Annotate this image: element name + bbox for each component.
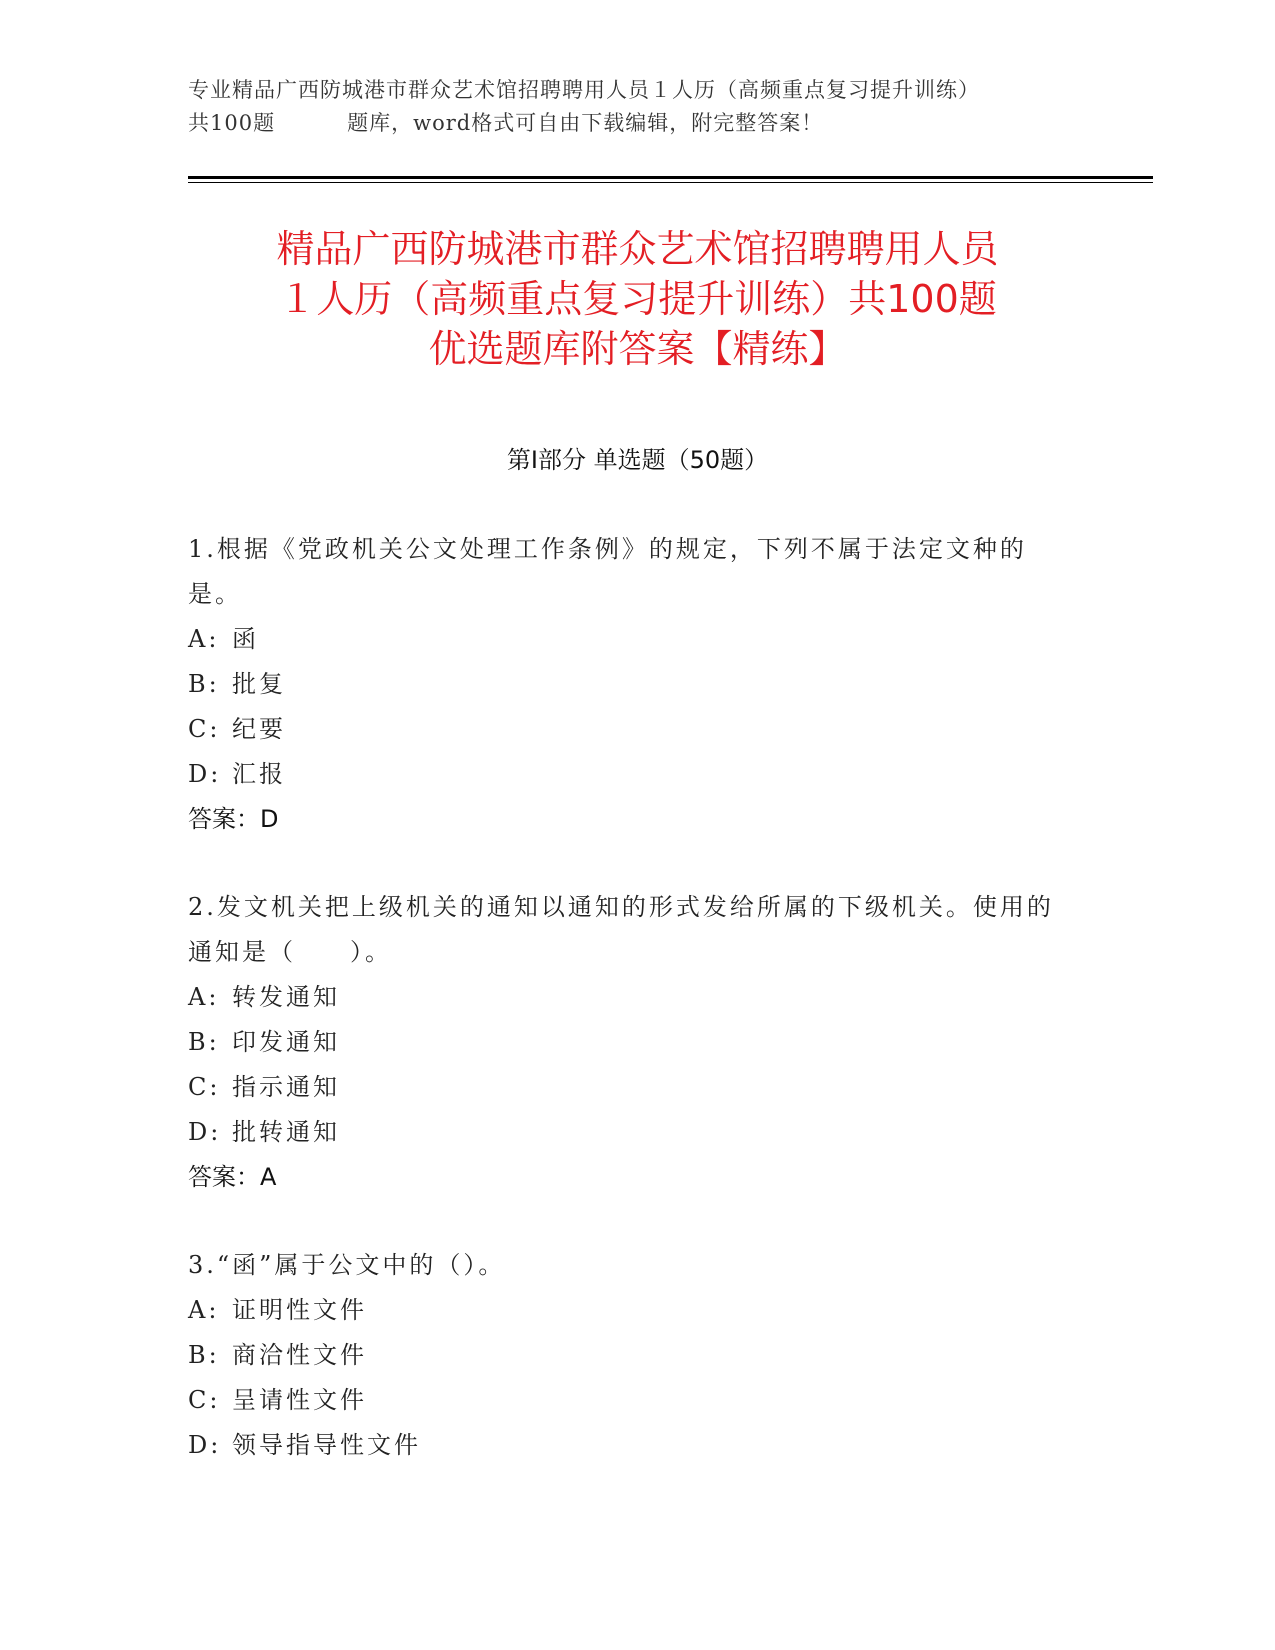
option-letter: C: (188, 1386, 221, 1414)
question-list (188, 527, 1068, 1511)
question-stem: 3.“函”属于公文中的（）。 (188, 1251, 506, 1279)
option-text: 领导指导性文件 (232, 1431, 421, 1459)
option-text: 纪要 (232, 715, 286, 743)
option-letter: A: (188, 983, 220, 1011)
option-text: 印发通知 (232, 1028, 340, 1056)
option-letter: A: (188, 1296, 220, 1324)
header-rule-thick (188, 176, 1153, 179)
option-letter: B: (188, 1341, 220, 1369)
document-title (150, 224, 1125, 374)
option-d (188, 1110, 1068, 1155)
option-letter: A: (188, 625, 220, 653)
option-text: 指示通知 (232, 1073, 340, 1101)
option-a (188, 1288, 1068, 1333)
option-b (188, 662, 1068, 707)
option-text: 批复 (232, 670, 286, 698)
option-letter: D: (188, 760, 222, 788)
option-a (188, 617, 1068, 662)
question-stem: 2.发文机关把上级机关的通知以通知的形式发给所属的下级机关。使用的通知是（ ）。 (188, 893, 1054, 966)
option-text: 呈请性文件 (232, 1386, 367, 1414)
option-letter: D: (188, 1118, 222, 1146)
title-line-3: 优选题库附答案【精练】 (428, 327, 847, 371)
option-text: 商洽性文件 (232, 1341, 367, 1369)
option-text: 函 (232, 625, 259, 653)
option-letter: B: (188, 1028, 220, 1056)
section-title: 第Ⅰ部分 单选题（50题） (506, 446, 769, 474)
option-letter: D: (188, 1431, 222, 1459)
option-d (188, 1423, 1068, 1468)
option-text: 汇报 (232, 760, 286, 788)
option-c (188, 1065, 1068, 1110)
question-2 (188, 885, 1068, 1200)
header-count: 共100题 (188, 111, 276, 135)
option-d (188, 752, 1068, 797)
option-text: 批转通知 (232, 1118, 340, 1146)
header-note: 题库，word格式可自由下载编辑，附完整答案！ (347, 111, 824, 135)
page-header (188, 74, 1088, 140)
title-line-2: １人历（高频重点复习提升训练）共100题 (278, 277, 997, 321)
title-line-1: 精品广西防城港市群众艺术馆招聘聘用人员 (276, 227, 999, 271)
answer-line: 答案：A (188, 1163, 277, 1191)
question-3 (188, 1243, 1068, 1468)
option-c (188, 1378, 1068, 1423)
option-text: 转发通知 (232, 983, 340, 1011)
answer-line: 答案：D (188, 805, 279, 833)
header-line-1: 专业精品广西防城港市群众艺术馆招聘聘用人员１人历（高频重点复习提升训练） (188, 78, 980, 102)
option-letter: B: (188, 670, 220, 698)
option-a (188, 975, 1068, 1020)
option-b (188, 1020, 1068, 1065)
question-1 (188, 527, 1068, 842)
option-letter: C: (188, 715, 221, 743)
option-letter: C: (188, 1073, 221, 1101)
header-rule-thin (188, 182, 1153, 183)
question-stem: 1.根据《党政机关公文处理工作条例》的规定，下列不属于法定文种的是。 (188, 535, 1027, 608)
option-c (188, 707, 1068, 752)
option-b (188, 1333, 1068, 1378)
header-line-2 (188, 107, 1088, 140)
option-text: 证明性文件 (232, 1296, 367, 1324)
